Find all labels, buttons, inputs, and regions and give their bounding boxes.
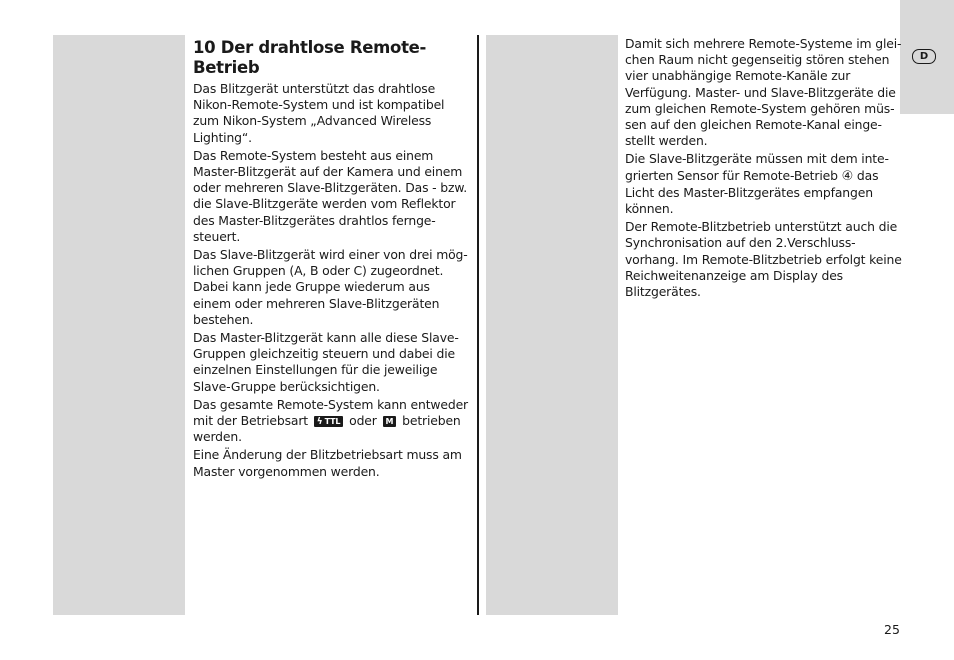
text-line: zum Nikon-System „Advanced Wireless (193, 113, 432, 129)
paragraph-intro (193, 81, 471, 146)
text-fragment: oder (349, 413, 377, 429)
paragraph-sync (625, 219, 903, 300)
ttl-mode-badge (314, 416, 344, 427)
text-line: Dabei kann jede Gruppe wiederum aus (193, 279, 430, 295)
paragraph-modes (193, 397, 471, 446)
text-line: vier unabhängige Remote-Kanäle zur (625, 68, 851, 84)
page-number: 25 (884, 622, 900, 637)
text-line: Das Blitzgerät unterstützt das drahtlose (193, 81, 436, 96)
text-line: Das Remote-System besteht aus einem (193, 147, 434, 163)
text-line: werden. (193, 429, 242, 445)
text-line: Blitzgerätes. (625, 284, 701, 300)
text-line: Nikon-Remote-System und ist kompatibel (193, 97, 445, 113)
text-line: stellt werden. (625, 133, 708, 149)
text-line: Gruppen gleichzeitig steuern und dabei die (193, 346, 455, 362)
text-line: Die Slave-Blitzgeräte müssen mit dem inte- (625, 151, 889, 167)
text-line: sen auf den gleichen Remote-Kanal einge- (625, 117, 882, 133)
text-line: Eine Änderung der Blitzbetriebsart muss am (193, 447, 462, 463)
text-line (193, 413, 471, 429)
text-line: steuert. (193, 228, 241, 244)
column-divider (477, 35, 479, 615)
right-text-column (625, 36, 903, 302)
text-line: Verfügung. Master- und Slave-Blitzgeräte die (625, 84, 896, 100)
text-line: Der Remote-Blitzbetrieb unterstützt auch die (625, 219, 898, 235)
text-line: Master-Blitzgerät auf der Kamera und einem (193, 164, 463, 180)
text-line: lichen Gruppen (A, B oder C) zugeordnet. (193, 263, 444, 279)
paragraph-sensor (625, 151, 903, 217)
paragraph-change-mode (193, 447, 471, 479)
text-line: Das Slave-Blitzgerät wird einer von drei mög- (193, 247, 468, 263)
text-line: die Slave-Blitzgeräte werden vom Reflektor (193, 196, 456, 212)
paragraph-channels (625, 36, 903, 149)
paragraph-system (193, 148, 471, 245)
text-line: chen Raum nicht gegenseitig stören stehen (625, 52, 890, 68)
text-line: zum gleichen Remote-System gehören müs- (625, 100, 895, 116)
text-line: können. (625, 201, 674, 217)
section-heading: 10 Der drahtlose Remote-Betrieb (193, 38, 427, 77)
manual-mode-badge: M (383, 416, 397, 427)
text-line: Reichweitenanzeige am Display des (625, 267, 843, 283)
left-margin-band (53, 35, 185, 615)
text-line: des Master-Blitzgerätes drahtlos fernge- (193, 212, 436, 228)
text-line: Lighting“. (193, 129, 252, 145)
paragraph-groups (193, 247, 471, 328)
text-line: Synchronisation auf den 2.Verschluss- (625, 235, 856, 251)
paragraph-master-control (193, 330, 471, 395)
middle-margin-band (486, 35, 618, 615)
text-line: vorhang. Im Remote-Blitzbetrieb erfolgt keine (625, 251, 902, 267)
text-line: Slave-Gruppe berücksichtigen. (193, 378, 380, 394)
text-line: Damit sich mehrere Remote-Systeme im glei- (625, 36, 902, 51)
text-fragment: mit der Betriebsart (193, 413, 308, 429)
flash-icon: ϟ (316, 417, 323, 428)
language-badge: D (912, 49, 936, 64)
text-line: Das Master-Blitzgerät kann alle diese Slave- (193, 330, 459, 346)
reference-number-4: ④ (841, 168, 854, 184)
text-fragment: grierten Sensor für Remote-Betrieb (625, 167, 838, 183)
text-line (625, 168, 903, 185)
text-line: Licht des Master-Blitzgerätes empfangen (625, 184, 873, 200)
text-line: Das gesamte Remote-System kann entweder (193, 396, 468, 412)
left-text-column (193, 38, 471, 482)
text-line: oder mehreren Slave-Blitzgeräten. Das - bzw. (193, 180, 467, 196)
text-line: Master vorgenommen werden. (193, 463, 380, 479)
text-fragment: das (856, 167, 879, 183)
ttl-mode-label: TTL (324, 417, 341, 427)
text-line: einem oder mehreren Slave-Blitzgeräten (193, 295, 440, 311)
text-line: einzelnen Einstellungen für die jeweilige (193, 362, 438, 378)
text-fragment: betrieben (402, 413, 461, 429)
text-line: bestehen. (193, 311, 254, 327)
